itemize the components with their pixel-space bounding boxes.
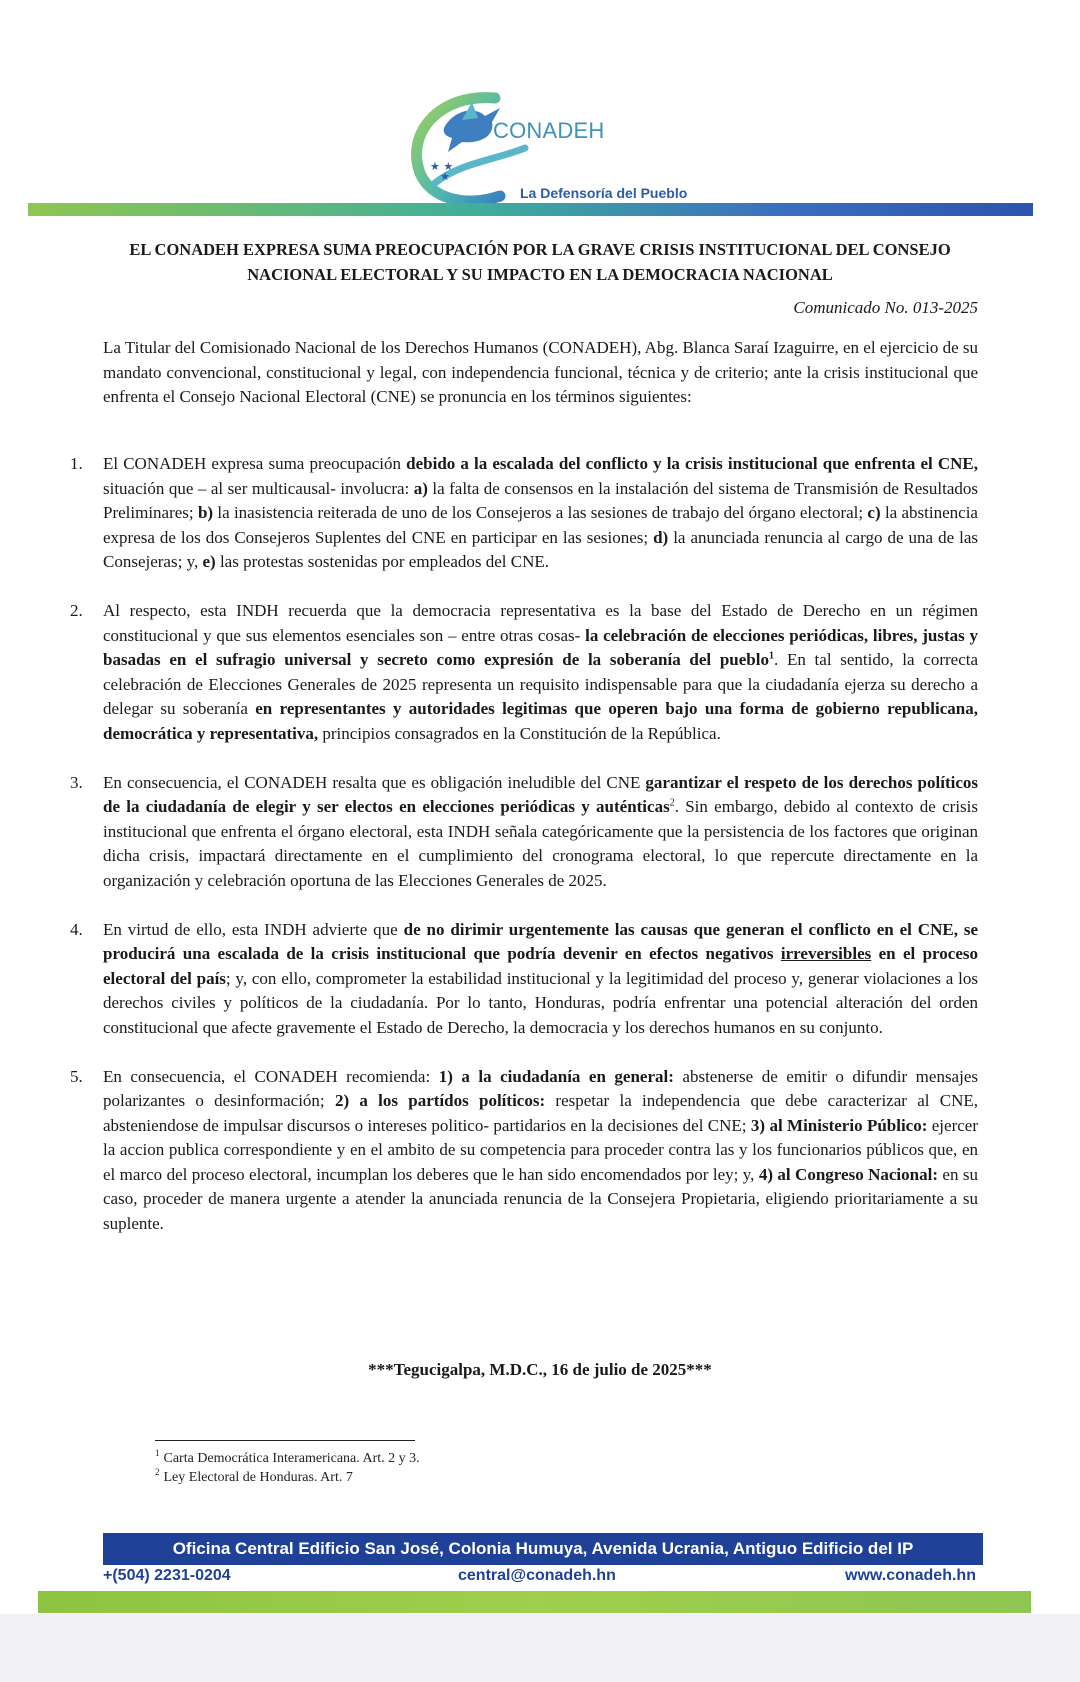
list-item: 5. En consecuencia, el CONADEH recomienda: 1) a la ciudadanía en general: abstenerse de emitir o difundir mensajes polarizantes o desinformación; 2) a los partídos políticos: respetar la independencia que debe caracterizar al CNE, absteniendose de impulsar discursos o intereses politico- partidarios en la decisiones del CNE; 3) al Ministerio Público: ejercer la accion publica correspondiente y en el ambito de su competencia para proceder contra las y los funcionarios públicos que, en el marco del proceso electoral, incumplan los deberes que le han sido encomendados por ley; y, 4) al Congreso Nacional: en su caso, proceder de manera urgente a atender la anunciada renuncia de la Consejera Propietaria, eligiendo prioritariamente a su suplente. (70, 1066, 978, 1233)
list-item: 2. Al respecto, esta INDH recuerda que la democracia representativa es la base del Estado de Derecho en un régimen constitucional y que sus elementos esenciales son – entre otras cosas- la celebración de elecciones periódicas, libres, justas y basadas en el sufragio universal y secreto como expresión de la soberanía del pueblo$^1$. En tal sentido, la correcta celebración de Elecciones Generales de 2025 representa un requisito indispensable para que la ciudadanía ejerza su derecho a delegar su soberanía en representantes y autoridades legitimas que operen bajo una forma de gobierno republicana, democrática y representativa, principios consagrados en la Constitución de la República. (70, 601, 979, 743)
footnote-ref: 2 (669, 797, 675, 809)
list-item: 4. En virtud de ello, esta INDH advierte que de no dirimir urgentemente las causas que generan el conflicto en el CNE, se producirá una escalada de la crisis institucional que podría devenir en efectos negativos irreversibles en el proceso electoral del país; y, con ello, comprometer la estabilidad institucional y la legitimidad del proceso y, generar violaciones a los derechos civiles y políticos de la ciudadanía. Por lo tanto, Honduras, podría enfrentar una potencial alteración del orden constitucional que afecte gravemente el Estado de Derecho, la democracia y los derechos humanos en su conjunto. (70, 919, 979, 1037)
footer-color-band (38, 1591, 1031, 1613)
header-color-band (28, 203, 1033, 216)
list-item: 3. En consecuencia, el CONADEH resalta que es obligación ineludible del CNE garantizar el respeto de los derechos políticos de la ciudadanía de elegir y ser electos en elecciones periódicas y auténticas$^2$. Sin embargo, debido al contexto de crisis institucional que enfrenta el órgano electoral, esta INDH señala categóricamente que la persistencia de los factores que originan dicha crisis, impactará directamente en el cumplimiento del cronograma electoral, lo que repercute directamente en la organización y celebración oportuna de las Elecciones Generales de 2025. (70, 772, 978, 890)
footer-address: Oficina Central Edificio San José, Colonia Humuya, Avenida Ucrania, Antiguo Edificio del IP (103, 1533, 983, 1565)
communique-number: Comunicado No. 013-2025 (793, 298, 978, 317)
footnote-1: $^1$ Carta Democrática Interamericana. Art. 2 y 3. (155, 1448, 420, 1466)
footer-website[interactable]: www.conadeh.hn (845, 1567, 976, 1584)
list-item: 1. El CONADEH expresa suma preocupación debido a la escalada del conflicto y la crisis institucional que enfrenta el CNE, situación que – al ser multicausal- involucra: a) la falta de consensos en la instalación del sistema de Transmisión de Resultados Preliminares; b) la inasistencia reiterada de uno de los Consejeros a las sesiones de trabajo del órgano electoral; c) la abstinencia expresa de los dos Consejeros Suplentes del CNE en participar en las sesiones; d) la anunciada renuncia al cargo de una de las Consejeras; y, e) las protestas sostenidas por empleados del CNE. (70, 454, 979, 571)
statement-list (0, 452, 1080, 1261)
footnote-ref: 1 (769, 650, 774, 662)
logo-wordmark: CONADEH (493, 118, 605, 143)
document-title: EL CONADEH EXPRESA SUMA PREOCUPACIÓN POR LA GRAVE CRISIS INSTITUCIONAL DEL CONSEJO NACIONAL ELECTORAL Y SU IMPACTO EN LA DEMOCRACIA NACIONAL (129, 240, 951, 284)
footer-phone: +(504) 2231-0204 (103, 1567, 231, 1584)
footnote-divider (155, 1440, 415, 1441)
intro-paragraph: La Titular del Comisionado Nacional de los Derechos Humanos (CONADEH), Abg. Blanca Saraí Izaguirre, en el ejercicio de su mandato convencional, constitucional y legal, con independencia funcional, técnica y de criterio; ante la crisis institucional que enfrenta el Consejo Nacional Electoral (CNE) se pronuncia en los términos siguientes: (103, 338, 978, 406)
place-date-signature: ***Tegucigalpa, M.D.C., 16 de julio de 2025*** (368, 1360, 712, 1379)
footer-email[interactable]: central@conadeh.hn (458, 1567, 616, 1584)
svg-text:★: ★ (440, 170, 450, 183)
svg-text:★ ★: ★ ★ (430, 160, 454, 173)
footnote-2: $^2$ Ley Electoral de Honduras. Art. 7 (155, 1467, 353, 1485)
logo-tagline: La Defensoría del Pueblo (520, 185, 688, 201)
